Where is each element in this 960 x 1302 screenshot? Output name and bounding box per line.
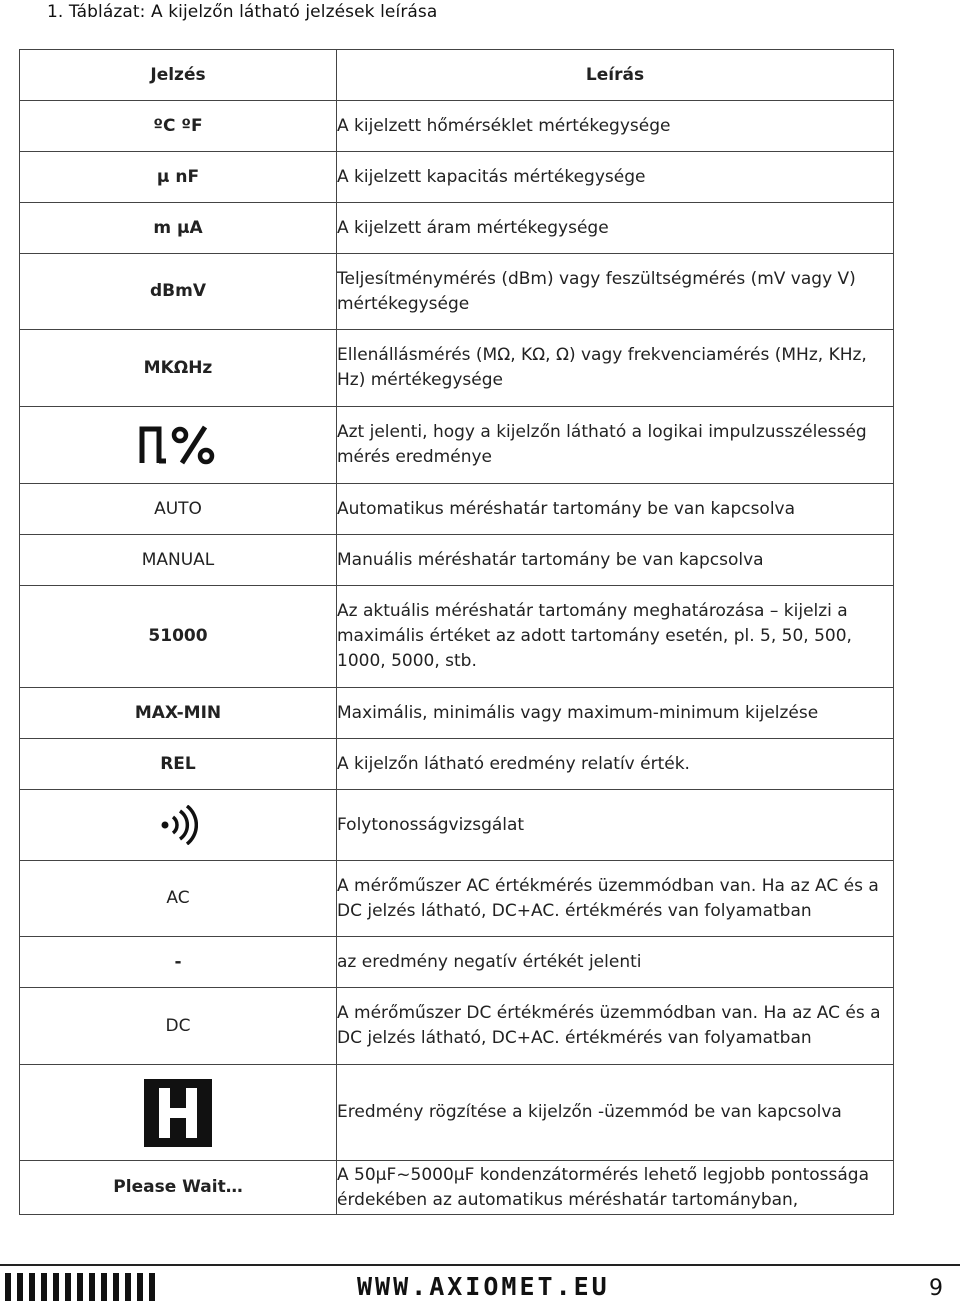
row-symbol: MAX-MIN — [20, 688, 337, 739]
row-description: Eredmény rögzítése a kijelzőn -üzemmód be van kapcsolva — [337, 1065, 894, 1161]
row-description: Maximális, minimális vagy maximum-minimum kijelzése — [337, 688, 894, 739]
row-symbol — [20, 790, 337, 861]
row-symbol: m μA — [20, 203, 337, 254]
table-header-row — [20, 50, 894, 101]
row-description: Automatikus méréshatár tartomány be van kapcsolva — [337, 484, 894, 535]
barcode-icon — [5, 1273, 155, 1302]
row-description: A mérőműszer AC értékmérés üzemmódban van. Ha az AC és a DC jelzés látható, DC+AC. értékmérés van folyamatban — [337, 861, 894, 937]
table-row — [20, 688, 894, 739]
table-row — [20, 152, 894, 203]
row-symbol: MKΩHz — [20, 330, 337, 407]
table-row — [20, 988, 894, 1065]
continuity-sound-icon — [158, 805, 198, 845]
row-symbol: - — [20, 937, 337, 988]
row-description: Teljesítménymérés (dBm) vagy feszültségmérés (mV vagy V) mértékegysége — [337, 254, 894, 330]
table-row — [20, 101, 894, 152]
row-description: Azt jelenti, hogy a kijelzőn látható a logikai impulzusszélesség mérés eredménye — [337, 407, 894, 484]
table-caption: 1. Táblázat: A kijelzőn látható jelzések leírása — [47, 2, 438, 22]
pulse-percent-icon — [139, 423, 217, 467]
row-symbol — [20, 407, 337, 484]
row-description: Az aktuális méréshatár tartomány meghatározása – kijelzi a maximális értéket az adott tartomány esetén, pl. 5, 50, 500, 1000, 5000, stb. — [337, 586, 894, 688]
website-url: WWW.AXIOMET.EU — [357, 1272, 610, 1301]
row-description: Manuális méréshatár tartomány be van kapcsolva — [337, 535, 894, 586]
row-description: A 50μF~5000μF kondenzátormérés lehető legjobb pontossága érdekében az automatikus méréshatár tartományban, — [337, 1161, 894, 1215]
row-symbol: AC — [20, 861, 337, 937]
row-symbol: REL — [20, 739, 337, 790]
row-symbol: μ nF — [20, 152, 337, 203]
row-description: A kijelzett hőmérséklet mértékegysége — [337, 101, 894, 152]
table-row — [20, 535, 894, 586]
row-description: Folytonosságvizsgálat — [337, 790, 894, 861]
table-row — [20, 254, 894, 330]
table-row — [20, 739, 894, 790]
table-row — [20, 407, 894, 484]
row-symbol: Please Wait… — [20, 1161, 337, 1215]
table-row — [20, 330, 894, 407]
row-symbol: DC — [20, 988, 337, 1065]
table-row — [20, 1065, 894, 1161]
row-symbol: AUTO — [20, 484, 337, 535]
row-symbol: MANUAL — [20, 535, 337, 586]
symbol-table — [19, 49, 894, 1215]
table-row — [20, 790, 894, 861]
row-description: A kijelzett kapacitás mértékegysége — [337, 152, 894, 203]
row-description: az eredmény negatív értékét jelenti — [337, 937, 894, 988]
row-description: A mérőműszer DC értékmérés üzemmódban van. Ha az AC és a DC jelzés látható, DC+AC. értékmérés van folyamatban — [337, 988, 894, 1065]
header-symbol: Jelzés — [20, 50, 337, 101]
header-description: Leírás — [337, 50, 894, 101]
row-symbol: ºC ºF — [20, 101, 337, 152]
table-row — [20, 937, 894, 988]
row-symbol: 51000 — [20, 586, 337, 688]
row-description: A kijelzett áram mértékegysége — [337, 203, 894, 254]
table-row — [20, 861, 894, 937]
row-description: A kijelzőn látható eredmény relatív érték. — [337, 739, 894, 790]
table-row — [20, 484, 894, 535]
row-symbol: dBmV — [20, 254, 337, 330]
table-row — [20, 203, 894, 254]
hold-h-icon — [143, 1078, 213, 1148]
table-row — [20, 586, 894, 688]
footer-divider — [0, 1264, 960, 1266]
row-symbol — [20, 1065, 337, 1161]
table-row — [20, 1161, 894, 1215]
page-number: 9 — [929, 1276, 943, 1301]
row-description: Ellenállásmérés (MΩ, KΩ, Ω) vagy frekvenciamérés (MHz, KHz, Hz) mértékegysége — [337, 330, 894, 407]
